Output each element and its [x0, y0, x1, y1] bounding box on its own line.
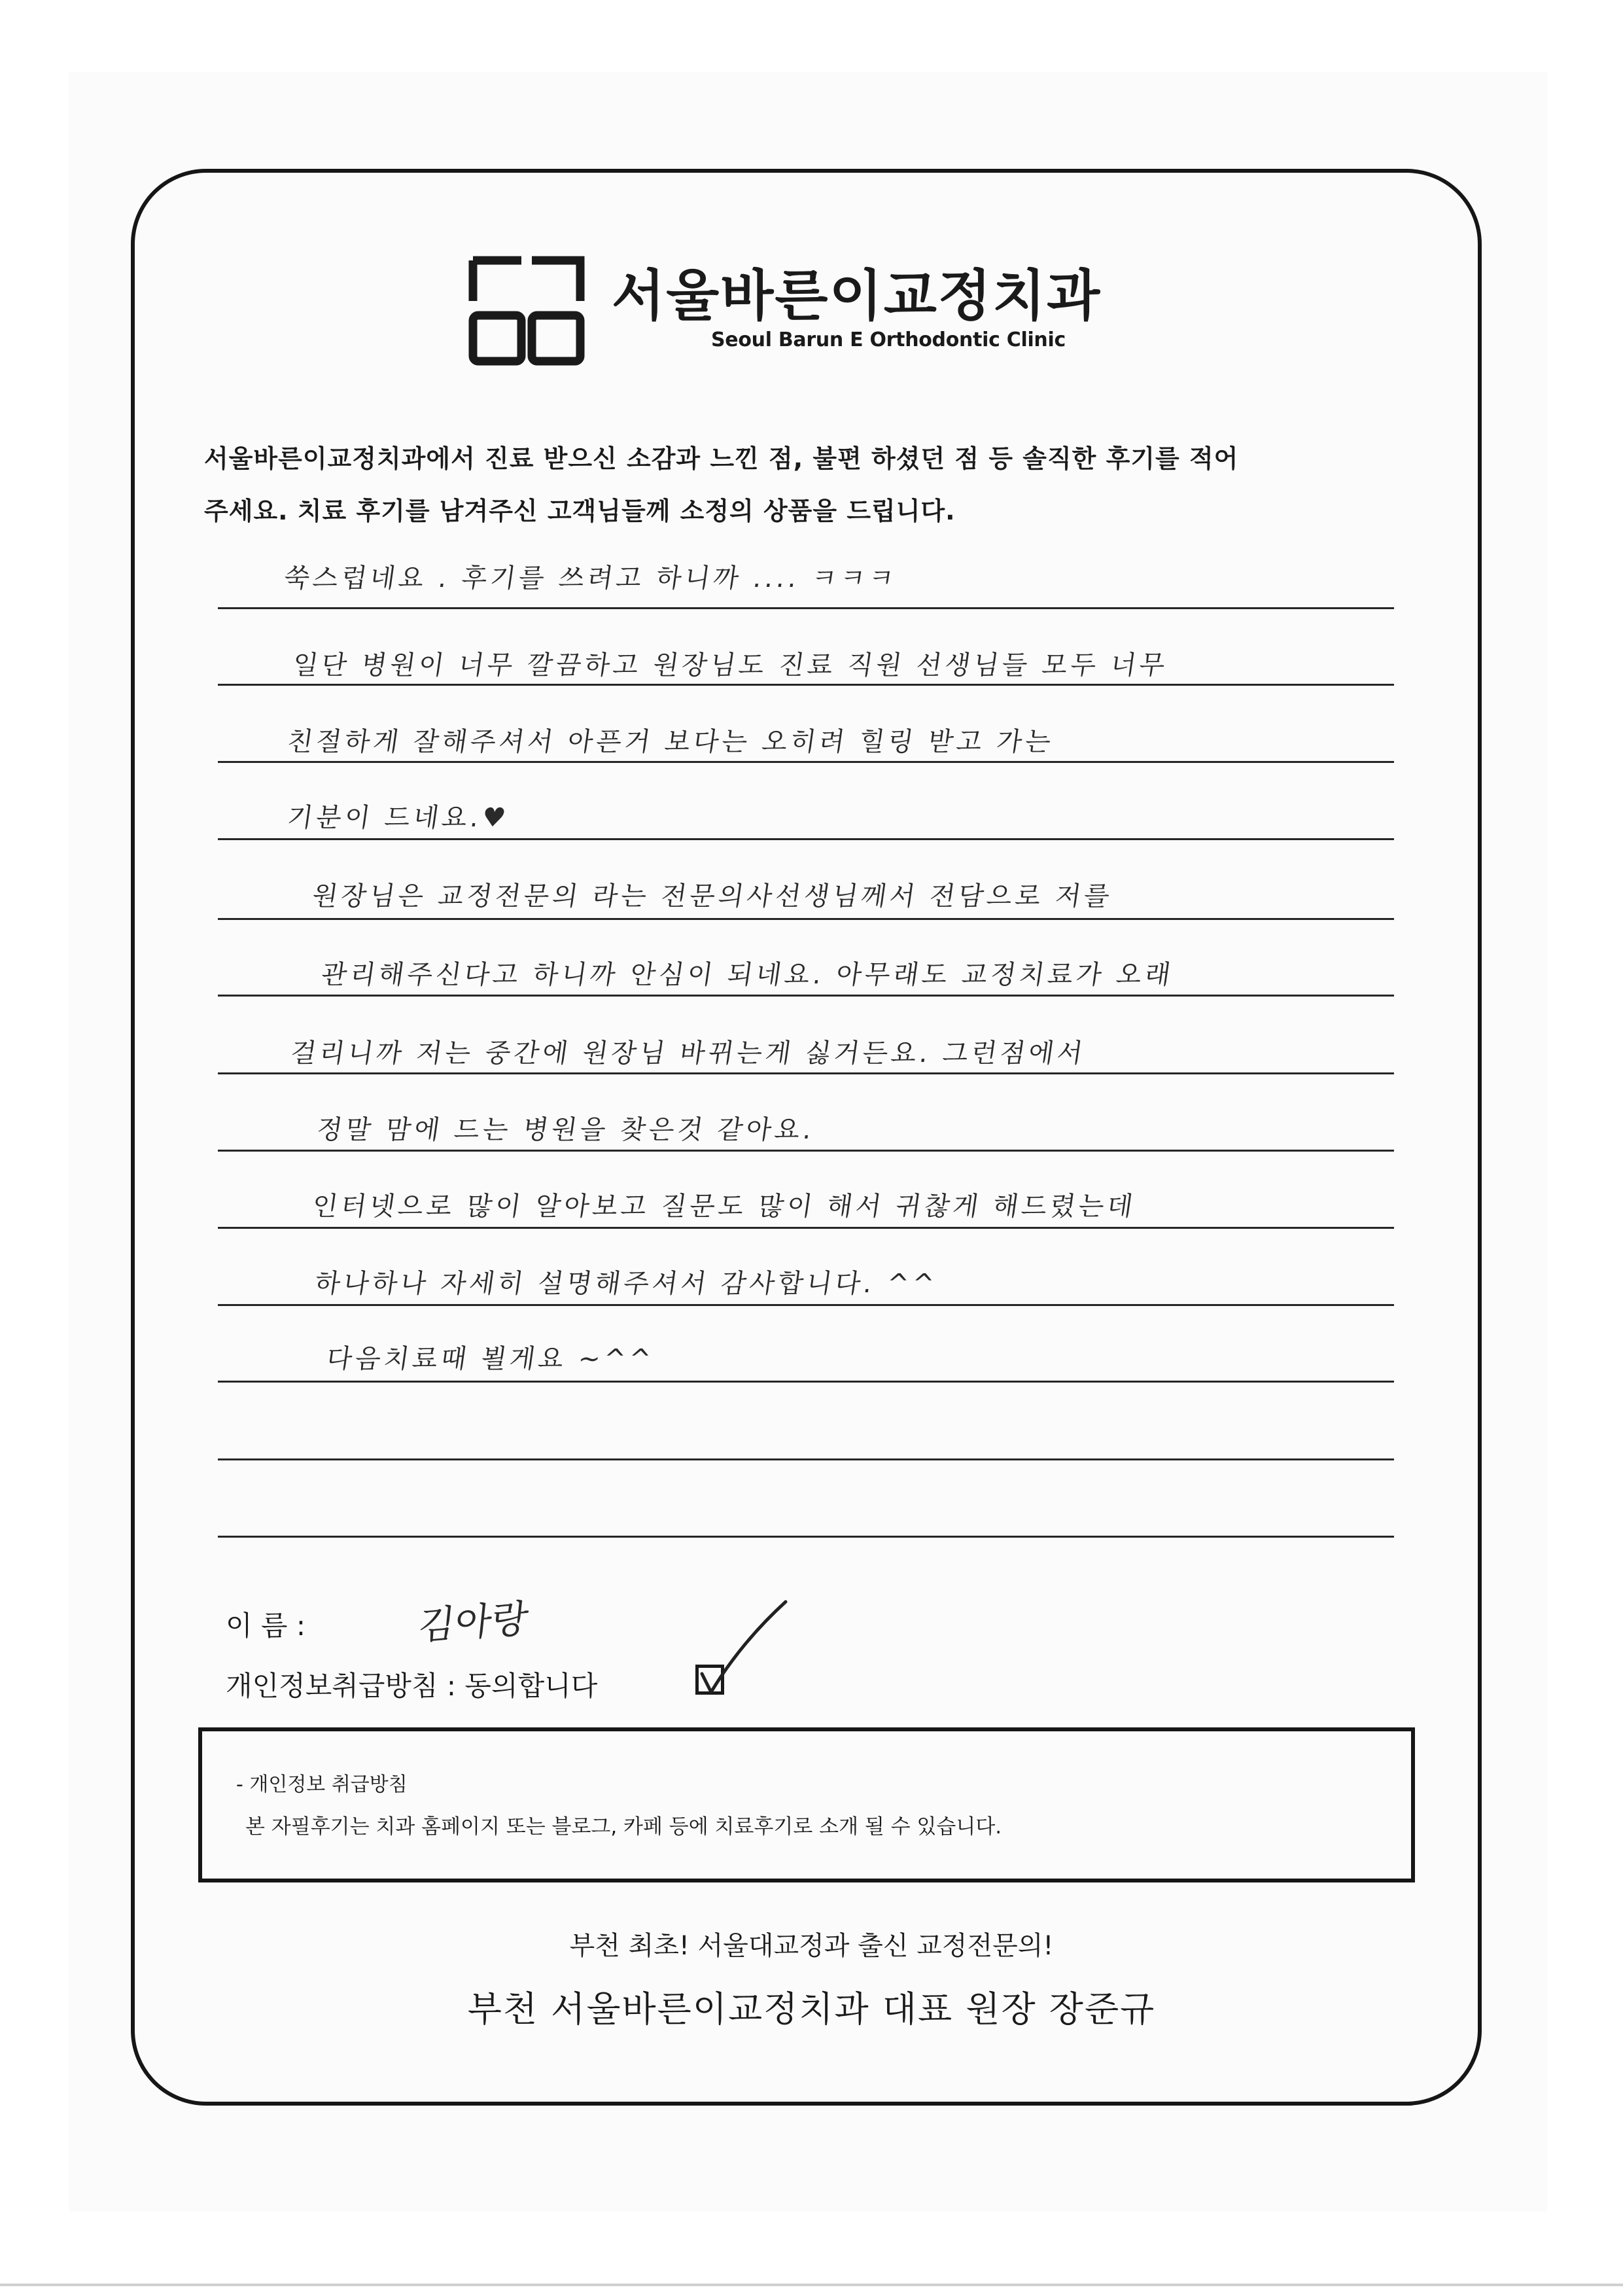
review-line-3: 친절하게 잘해주셔서 아픈거 보다는 오히려 힐링 받고 가는 — [285, 727, 1056, 757]
review-line-7: 걸리니까 저는 중간에 원장님 바뀌는게 싫거든요. 그런점에서 — [288, 1038, 1088, 1069]
review-line-5: 원장님은 교정전문의 라는 전문의사선생님께서 전담으로 저를 — [310, 881, 1115, 911]
ruled-line — [218, 684, 1394, 686]
privacy-notice-box — [198, 1727, 1415, 1882]
consent-label: 개인정보취급방침 : 동의합니다 — [226, 1670, 598, 1702]
review-line-6: 관리해주신다고 하니까 안심이 되네요. 아무래도 교정치료가 오래 — [319, 960, 1176, 990]
footer-slogan: 부천 최초! 서울대교정과 출신 교정전문의! — [569, 1931, 1054, 1961]
review-line-4: 기분이 드네요.♥ — [285, 803, 511, 833]
review-line-9: 인터넷으로 많이 알아보고 질문도 많이 해서 귀찮게 해드렸는데 — [310, 1192, 1138, 1222]
name-label: 이 름 : — [226, 1610, 305, 1642]
ruled-line — [218, 1304, 1394, 1306]
review-line-2: 일단 병원이 너무 깔끔하고 원장님도 진료 직원 선생님들 모두 너무 — [290, 650, 1170, 680]
ruled-line — [218, 1536, 1394, 1538]
clinic-name: 서울바른이교정치과 — [612, 264, 1102, 328]
footer-director: 부천 서울바른이교정치과 대표 원장 장준규 — [467, 1988, 1156, 2030]
ruled-line — [218, 1150, 1394, 1152]
scan-edge — [0, 2284, 1623, 2286]
clinic-logo-icon — [468, 255, 585, 366]
intro-line-1: 서울바른이교정치과에서 진료 받으신 소감과 느낀 점, 불편 하셨던 점 등 솔직한 후기를 적어 — [204, 444, 1239, 473]
ruled-line — [218, 1072, 1394, 1074]
review-line-8: 정말 맘에 드는 병원을 찾은것 같아요. — [315, 1115, 817, 1145]
ruled-line — [218, 995, 1394, 997]
ruled-line — [218, 918, 1394, 920]
review-line-1: 쑥스럽네요 . 후기를 쓰려고 하니까 .... ㅋㅋㅋ — [282, 563, 899, 593]
ruled-line — [218, 761, 1394, 763]
intro-line-2: 주세요. 치료 후기를 남겨주신 고객님들께 소정의 상품을 드립니다. — [204, 497, 956, 525]
review-line-10: 하나하나 자세히 설명해주셔서 감사합니다. ^^ — [313, 1269, 939, 1299]
ruled-line — [218, 607, 1394, 609]
ruled-line — [218, 1381, 1394, 1383]
clinic-name-english: Seoul Barun E Orthodontic Clinic — [711, 328, 1066, 351]
ruled-line — [218, 1458, 1394, 1460]
ruled-line — [218, 1227, 1394, 1229]
notice-body: 본 자필후기는 치과 홈페이지 또는 블로그, 카페 등에 치료후기로 소개 될 수 있습니다. — [245, 1815, 1002, 1839]
ruled-line — [218, 838, 1394, 840]
notice-title: - 개인정보 취급방침 — [236, 1773, 408, 1796]
name-signature: 김아랑 — [416, 1595, 531, 1649]
review-line-11: 다음치료때 뵐게요 ~^^ — [324, 1344, 656, 1374]
checkmark-icon — [695, 1597, 800, 1701]
